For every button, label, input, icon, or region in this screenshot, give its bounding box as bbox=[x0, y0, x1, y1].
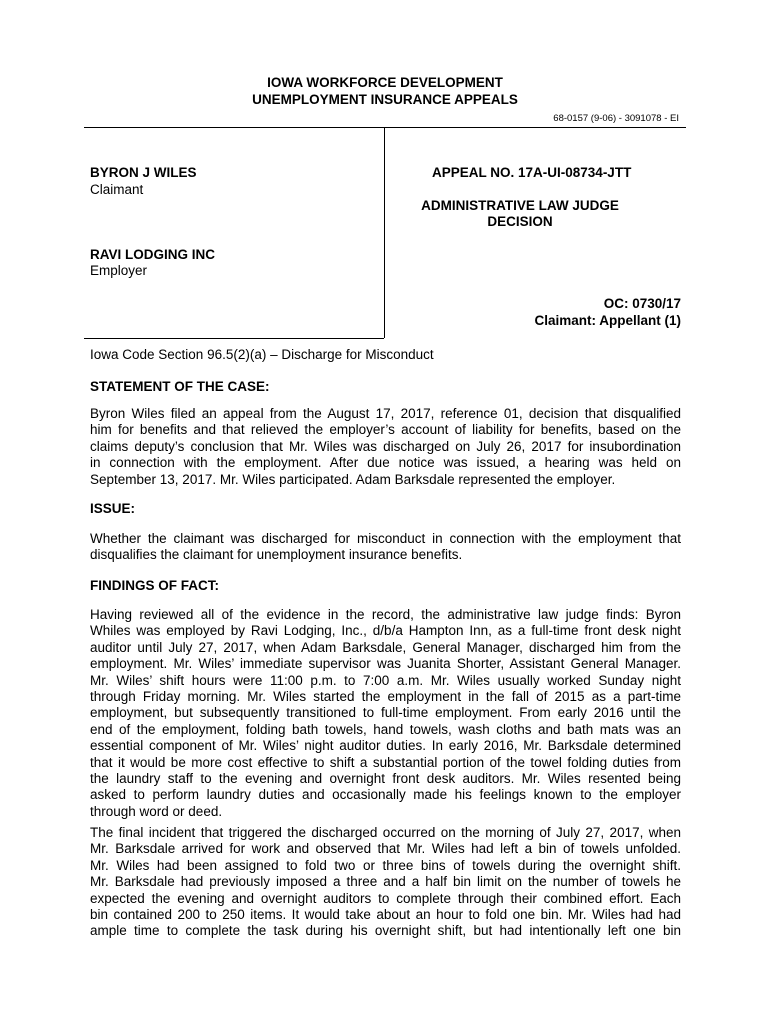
final-incident-paragraph bbox=[90, 825, 681, 940]
statement-paragraph bbox=[90, 406, 681, 488]
column-divider bbox=[384, 127, 385, 338]
employer-role: Employer bbox=[90, 263, 148, 278]
agency-title: IOWA WORKFORCE DEVELOPMENT bbox=[267, 75, 503, 90]
agency-subtitle: UNEMPLOYMENT INSURANCE APPEALS bbox=[252, 92, 518, 107]
statement-heading: STATEMENT OF THE CASE: bbox=[90, 379, 270, 394]
document-number: 68-0157 (9-06) - 3091078 - EI bbox=[553, 113, 679, 124]
findings-line: end of the employment, folding bath towels, hand towels, wash cloths and bath mats was an bbox=[90, 721, 681, 737]
statement-line: him for benefits and that relieved the employer’s account of liability for benefits, based on the bbox=[90, 422, 681, 438]
statement-line: September 13, 2017. Mr. Wiles participated. Adam Barksdale represented the employer. bbox=[90, 471, 616, 487]
findings-line: through Friday morning. Mr. Wiles started the employment in the fall of 2015 as a part-time bbox=[90, 688, 681, 704]
findings-line: auditor until July 27, 2017, when Adam Barksdale, General Manager, discharged him from the bbox=[90, 639, 681, 655]
statement-line: Byron Wiles filed an appeal from the August 17, 2017, reference 01, decision that disqualified bbox=[90, 406, 681, 421]
final-line: Mr. Barksdale arrived for work and observed that Mr. Wiles had left a bin of towels unfolded. bbox=[90, 841, 681, 857]
decision-title-line1: ADMINISTRATIVE LAW JUDGE bbox=[421, 198, 619, 213]
decision-title-line2: DECISION bbox=[487, 214, 553, 229]
appeal-number: APPEAL NO. 17A-UI-08734-JTT bbox=[432, 165, 632, 180]
claimant-status: Claimant: Appellant (1) bbox=[534, 313, 681, 328]
findings-line: employment, but subsequently transitioned to full-time employment. From early 2016 until the bbox=[90, 705, 681, 721]
oc-date: OC: 0730/17 bbox=[603, 296, 681, 311]
statement-line: claims deputy’s conclusion that Mr. Wiles was discharged on July 26, 2017 for insubordination bbox=[90, 438, 681, 454]
final-line: Mr. Barksdale had previously imposed a three and a half bin limit on the number of towels he bbox=[90, 874, 681, 890]
findings-line: through word or deed. bbox=[90, 803, 223, 819]
final-line: The final incident that triggered the discharged occurred on the morning of July 27, 2017, when bbox=[90, 825, 681, 840]
findings-line: essential component of Mr. Wiles’ night auditor duties. In early 2016, Mr. Barksdale determined bbox=[90, 738, 681, 754]
employer-name: RAVI LODGING INC bbox=[90, 247, 216, 262]
final-line: bin contained 200 to 250 items. It would take about an hour to fold one bin. Mr. Wiles had had bbox=[90, 906, 681, 922]
findings-line: asked to perform laundry duties and occasionally made his feelings known to the employer bbox=[90, 787, 681, 803]
final-line: ample time to complete the task during his overnight shift, but had intentionally left one bin bbox=[90, 923, 681, 939]
findings-line: Having reviewed all of the evidence in the record, the administrative law judge finds: Byron bbox=[90, 607, 681, 622]
findings-line: employment. Mr. Wiles’ immediate supervisor was Juanita Shorter, Assistant General Manager. bbox=[90, 656, 681, 672]
findings-line: that it would be more cost effective to shift a substantial portion of the towel folding duties from bbox=[90, 754, 681, 770]
final-line: Mr. Wiles had been assigned to fold two or three bins of towels during the overnight shift. bbox=[90, 857, 681, 873]
header-rule bbox=[84, 127, 686, 128]
claimant-role: Claimant bbox=[90, 182, 144, 197]
findings-paragraph bbox=[90, 607, 681, 820]
issue-heading: ISSUE: bbox=[90, 501, 136, 516]
findings-line: the laundry staff to the evening and overnight front desk auditors. Mr. Wiles resented being bbox=[90, 770, 681, 786]
issue-paragraph bbox=[90, 531, 681, 564]
findings-line: Whiles was employed by Ravi Lodging, Inc., d/b/a Hampton Inn, as a full-time front desk night bbox=[90, 623, 681, 639]
claimant-name: BYRON J WILES bbox=[90, 165, 197, 180]
parties-bottom-rule bbox=[84, 338, 384, 339]
statement-line: in connection with the employment. After due notice was issued, a hearing was held on bbox=[90, 455, 681, 471]
findings-line: Mr. Wiles’ shift hours were 11:00 p.m. to 7:00 a.m. Mr. Wiles usually worked Sunday night bbox=[90, 672, 681, 688]
code-section: Iowa Code Section 96.5(2)(a) – Discharge for Misconduct bbox=[90, 347, 434, 362]
findings-heading: FINDINGS OF FACT: bbox=[90, 578, 219, 593]
final-line: expected the evening and overnight auditors to complete through their combined effort. Each bbox=[90, 890, 681, 906]
issue-line: disqualifies the claimant for unemployment insurance benefits. bbox=[90, 547, 463, 563]
issue-line: Whether the claimant was discharged for misconduct in connection with the employment that bbox=[90, 531, 681, 546]
